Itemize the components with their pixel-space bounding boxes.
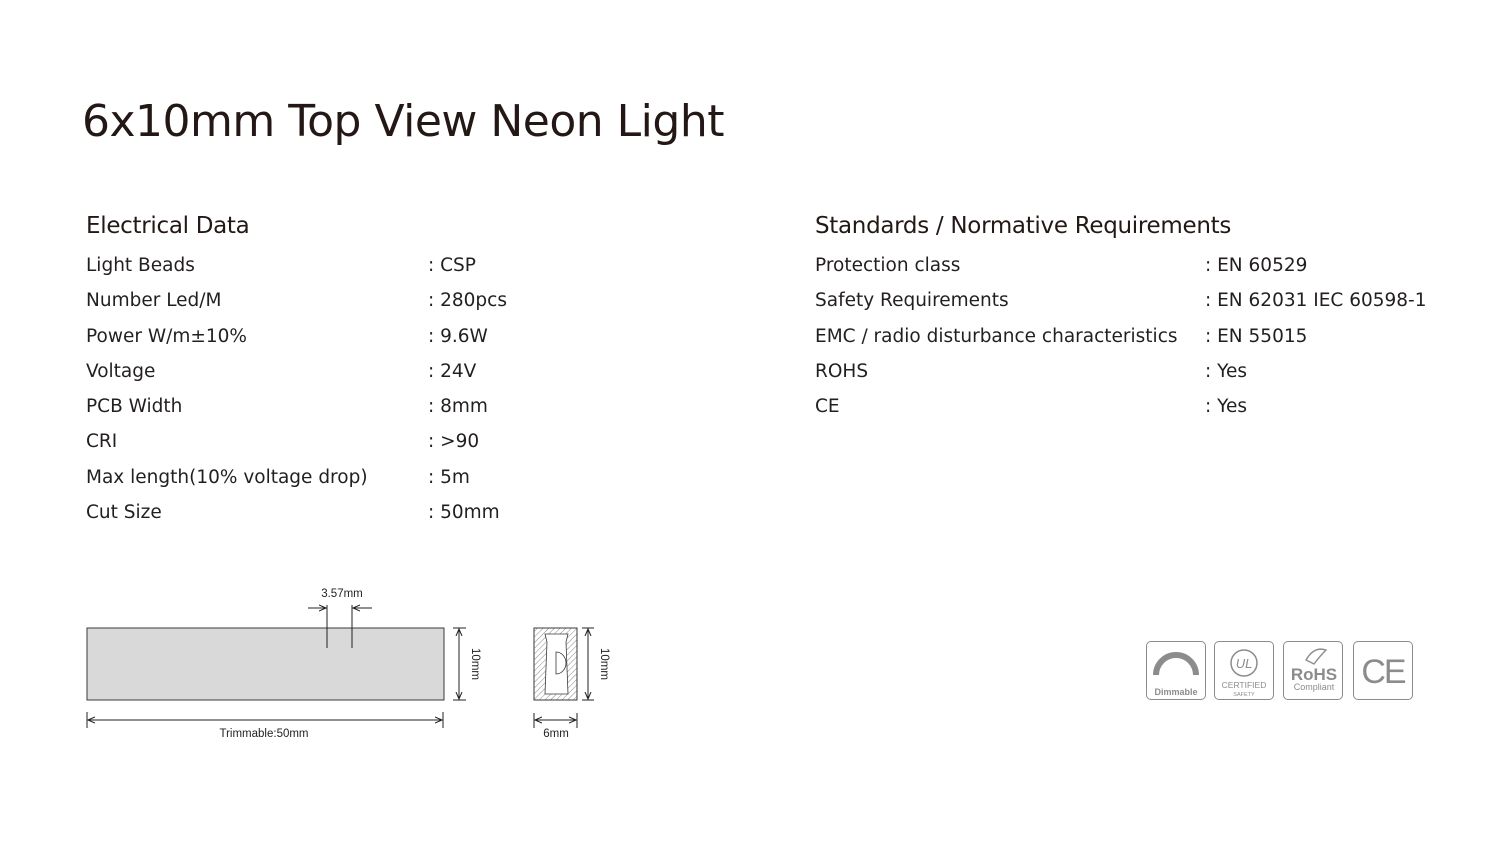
spec-value: : 8mm: [428, 396, 488, 418]
spec-value: : EN 60529: [1205, 255, 1308, 276]
ce-badge: [1353, 641, 1413, 700]
spec-label: CE: [815, 396, 840, 418]
rohs-icon: [1284, 642, 1341, 698]
side-height-label: 10mm: [598, 648, 610, 680]
ul-certified-label: CERTIFIED: [1221, 680, 1267, 690]
spec-label: Number Led/M: [86, 290, 222, 312]
front-view-profile: [87, 628, 444, 700]
side-width-label: 6mm: [543, 728, 569, 740]
spec-value: : Yes: [1205, 396, 1247, 418]
spec-label: Voltage: [86, 360, 156, 382]
spec-value: : Yes: [1205, 360, 1247, 382]
spec-label: EMC / radio disturbance characteristics: [815, 325, 1178, 347]
rohs-badge: [1283, 641, 1343, 700]
spec-value: : EN 62031 IEC 60598-1: [1205, 290, 1427, 312]
spec-value: : 50mm: [428, 502, 500, 524]
spec-label: ROHS: [815, 360, 869, 382]
ul-certified-badge: [1214, 641, 1274, 700]
spec-value: : >90: [428, 431, 480, 453]
spec-label: Max length(10% voltage drop): [86, 466, 368, 488]
spec-label: Light Beads: [86, 255, 195, 276]
dimmable-badge: [1146, 641, 1206, 700]
dimmable-icon: [1147, 642, 1204, 698]
ul-safety-label: SAFETY: [1233, 692, 1255, 698]
spec-label: PCB Width: [86, 396, 183, 418]
spec-label: Safety Requirements: [815, 290, 1009, 312]
ce-mark-icon: [1354, 642, 1411, 698]
spec-label: Power W/m±10%: [86, 325, 247, 347]
spec-value: : EN 55015: [1205, 325, 1308, 347]
spec-value: : 280pcs: [428, 290, 507, 312]
page-title: 6x10mm Top View Neon Light: [82, 96, 724, 147]
svg-text:UL: UL: [1235, 656, 1253, 671]
dimmable-label: Dimmable: [1154, 687, 1198, 697]
spec-label: CRI: [86, 431, 118, 453]
spec-label: Protection class: [815, 255, 961, 276]
spec-value: : 24V: [428, 360, 477, 382]
standards-heading: Standards / Normative Requirements: [815, 213, 1231, 239]
spec-value: : 5m: [428, 466, 470, 488]
spec-value: : 9.6W: [428, 325, 488, 347]
trimmable-label: Trimmable:50mm: [219, 728, 309, 740]
cross-section-profile: [534, 628, 577, 700]
side-height-dimension: [582, 628, 610, 700]
ul-certified-icon: [1215, 642, 1272, 698]
rohs-compliant-label: Compliant: [1293, 682, 1335, 692]
front-height-label: 10mm: [469, 648, 481, 680]
front-height-dimension: [453, 628, 481, 700]
ce-mark-label: CE: [1361, 653, 1405, 691]
electrical-data-heading: Electrical Data: [86, 213, 250, 239]
spec-label: Cut Size: [86, 502, 162, 524]
trimmable-length-dimension: [87, 712, 443, 740]
rohs-label: RoHS: [1290, 665, 1338, 684]
led-pitch-label: 3.57mm: [321, 588, 363, 600]
side-width-dimension: [534, 713, 577, 740]
spec-value: : CSP: [428, 255, 476, 276]
